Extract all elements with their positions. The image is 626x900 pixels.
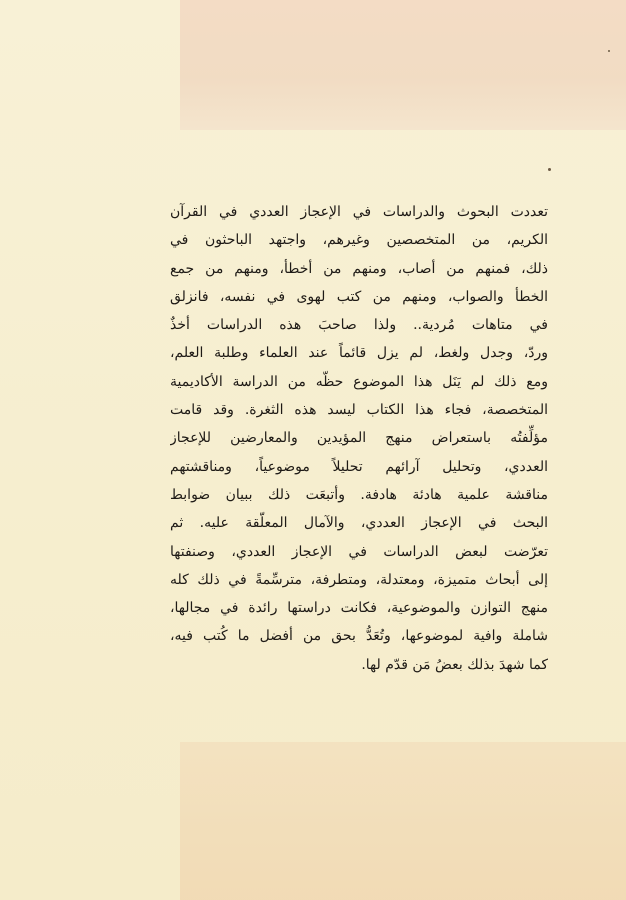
text-line: إلى أبحاث متميزة، ومعتدلة، ومتطرفة، مترسِّمةً في ذلك كله (170, 571, 548, 588)
text-line: شاملة وافية لموضوعها، وتُعَدُّ بحق من أفضل ما كُتب فيه، (170, 628, 548, 645)
text-line: العددي، وتحليل آرائهم تحليلاً موضوعياً، ومناقشتهم (170, 458, 548, 475)
text-line: تعرّضت لبعض الدراسات في الإعجاز العددي، وصنفتها (170, 543, 548, 560)
text-line: ذلك، فمنهم من أصاب، ومنهم من أخطأ، ومنهم من جمع (170, 260, 548, 277)
decorative-top-panel (180, 0, 626, 130)
text-line: الكريم، من المتخصصين وغيرهم، واجتهد الباحثون في (170, 232, 548, 249)
text-line: في متاهات مُردية.. ولذا صاحبَ هذه الدراسات أخذٌ (170, 317, 548, 334)
text-line: مناقشة علمية هادئة هادفة. وأتبعَت ذلك ببيان ضوابط (170, 486, 548, 503)
text-line: الخطأ والصواب، ومنهم من كتب لهوى في نفسه، فانزلق (170, 288, 548, 305)
text-line: المتخصصة، فجاء هذا الكتاب ليسد هذه الثغرة. وقد قامت (170, 402, 548, 419)
text-line: مؤلِّفتُه باستعراض منهج المؤيدين والمعارضين للإعجاز (170, 430, 548, 447)
decorative-bottom-panel (180, 742, 626, 900)
text-line: تعددت البحوث والدراسات في الإعجاز العددي في القرآن (170, 204, 548, 220)
text-line: منهج التوازن والموضوعية، فكانت دراستها رائدة في مجالها، (170, 600, 548, 617)
paper-speck (548, 168, 551, 171)
text-line: وردّ، وجدل ولغط، لم يزل قائماً عند العلماء وطلبة العلم، (170, 345, 548, 362)
book-description (170, 198, 548, 679)
paper-speck (608, 50, 610, 52)
text-line: ومع ذلك لم يَنَل هذا الموضوع حظّه من الدراسة الأكاديمية (170, 373, 548, 390)
text-line-last: كما شهدَ بذلك بعضُ مَن قدّم لها. (361, 656, 548, 673)
text-line: البحث في الإعجاز العددي، والآمال المعلّقة عليه. ثم (170, 515, 548, 532)
